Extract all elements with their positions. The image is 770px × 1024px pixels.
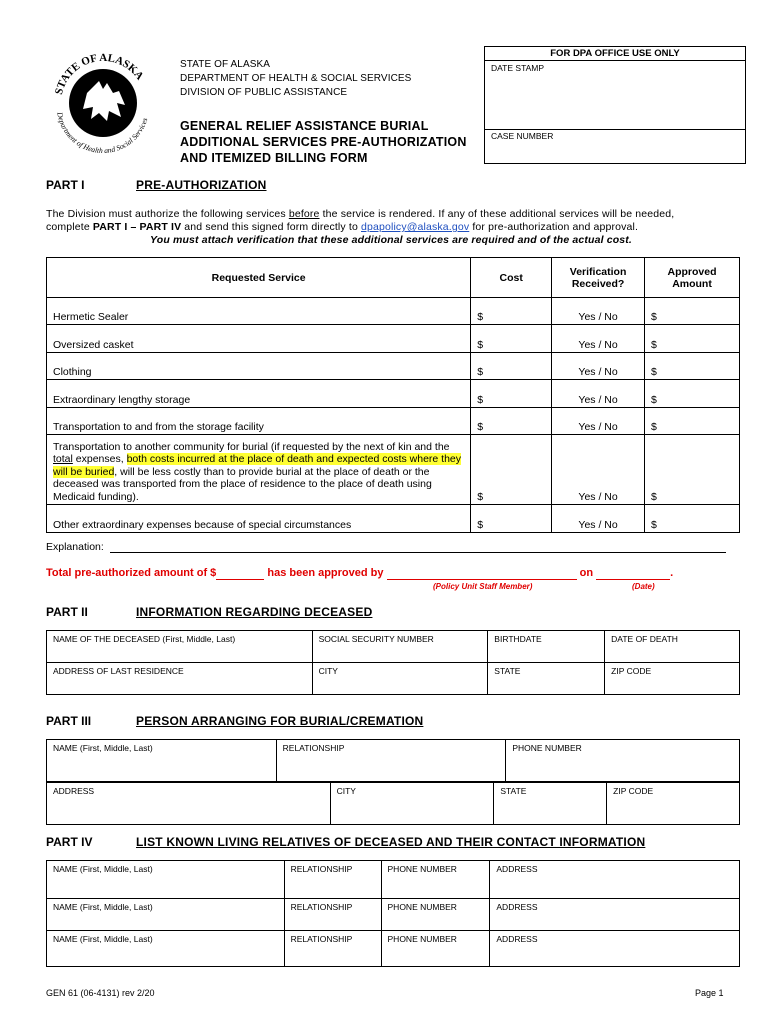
relative-name-field[interactable]: NAME (First, Middle, Last) — [47, 931, 285, 967]
intro-text: and send this signed form directly to — [181, 221, 362, 233]
intro-text: the service is rendered. If any of these additional services will be needed, — [319, 208, 675, 220]
last-residence-field[interactable]: ADDRESS OF LAST RESIDENCE — [47, 663, 313, 695]
table-row — [47, 325, 740, 353]
part-1-label: PART I — [46, 178, 85, 192]
cost-field[interactable]: $ — [471, 353, 552, 380]
arranger-table-bottom — [46, 782, 740, 825]
approved-amount-field[interactable]: $ — [645, 325, 740, 353]
relative-phone-field[interactable]: PHONE NUMBER — [381, 899, 490, 931]
transport-text: , will be less costly than to provide burial at the place of death or the deceased was transported from the place of residence to the place of death using Medicaid funding). — [53, 465, 432, 503]
verification-field[interactable]: Yes / No — [552, 435, 645, 505]
part-1-intro — [46, 208, 736, 247]
email-link[interactable]: dpapolicy@alaska.gov — [361, 221, 470, 233]
dpa-office-use-box — [484, 46, 746, 164]
zip-field[interactable]: ZIP CODE — [605, 663, 740, 695]
service-name-transport-other — [47, 435, 471, 505]
cost-field[interactable]: $ — [471, 408, 552, 435]
relative-relationship-field[interactable]: RELATIONSHIP — [284, 899, 381, 931]
page-number: Page 1 — [695, 988, 724, 998]
case-number-field[interactable]: CASE NUMBER — [491, 131, 554, 141]
arranger-relationship-field[interactable]: RELATIONSHIP — [276, 740, 506, 782]
city-field[interactable]: CITY — [312, 663, 488, 695]
period: . — [670, 567, 674, 579]
form-title — [180, 118, 467, 166]
cost-field[interactable]: $ — [471, 435, 552, 505]
arranger-zip-field[interactable]: ZIP CODE — [607, 783, 740, 825]
table-row — [47, 861, 740, 899]
approval-date-field[interactable] — [596, 567, 670, 580]
approved-amount-field[interactable]: $ — [645, 435, 740, 505]
cost-field[interactable]: $ — [471, 505, 552, 533]
explanation-row — [46, 541, 104, 553]
table-row — [47, 505, 740, 533]
relative-name-field[interactable]: NAME (First, Middle, Last) — [47, 861, 285, 899]
cost-field[interactable]: $ — [471, 380, 552, 408]
relative-address-field[interactable]: ADDRESS — [490, 899, 740, 931]
cost-field[interactable]: $ — [471, 298, 552, 325]
relative-address-field[interactable]: ADDRESS — [490, 931, 740, 967]
relative-relationship-field[interactable]: RELATIONSHIP — [284, 931, 381, 967]
total-amount-field[interactable] — [216, 567, 264, 580]
table-row — [47, 353, 740, 380]
approved-amount-field[interactable]: $ — [645, 408, 740, 435]
verification-field[interactable]: Yes / No — [552, 380, 645, 408]
verification-field[interactable]: Yes / No — [552, 408, 645, 435]
approved-amount-field[interactable]: $ — [645, 353, 740, 380]
policy-member-caption: (Policy Unit Staff Member) — [433, 582, 533, 591]
intro-text: complete — [46, 221, 93, 233]
agency-line-3: DIVISION OF PUBLIC ASSISTANCE — [180, 87, 348, 98]
part-3-heading: PERSON ARRANGING FOR BURIAL/CREMATION — [136, 714, 424, 728]
intro-before: before — [288, 208, 320, 220]
arranger-name-field[interactable]: NAME (First, Middle, Last) — [47, 740, 277, 782]
form-title-line-1: GENERAL RELIEF ASSISTANCE BURIAL — [180, 119, 429, 133]
verification-field[interactable]: Yes / No — [552, 298, 645, 325]
transport-total: total — [53, 453, 73, 465]
transport-text: expenses, — [72, 453, 127, 465]
date-stamp-field[interactable]: DATE STAMP — [491, 63, 545, 73]
part-3-label: PART III — [46, 714, 92, 728]
approved-amount-field[interactable]: $ — [645, 298, 740, 325]
approved-amount-field[interactable]: $ — [645, 380, 740, 408]
table-row — [47, 931, 740, 967]
state-field[interactable]: STATE — [488, 663, 605, 695]
table-row — [47, 298, 740, 325]
table-row — [47, 408, 740, 435]
seal-top-text: STATE OF ALASKA — [52, 51, 146, 96]
part-2-heading: INFORMATION REGARDING DECEASED — [136, 605, 373, 619]
part-4-heading: LIST KNOWN LIVING RELATIVES OF DECEASED AND THEIR CONTACT INFORMATION — [136, 835, 646, 849]
part-4-label: PART IV — [46, 835, 93, 849]
date-of-death-field[interactable]: DATE OF DEATH — [605, 631, 740, 663]
service-name: Oversized casket — [47, 325, 471, 353]
header-verification: Verification Received? — [552, 258, 645, 298]
total-label: Total pre-authorized amount of $ — [46, 567, 217, 579]
relatives-table — [46, 860, 740, 967]
form-title-line-2: ADDITIONAL SERVICES PRE-AUTHORIZATION — [180, 135, 467, 149]
arranger-table-top — [46, 739, 740, 782]
arranger-state-field[interactable]: STATE — [494, 783, 607, 825]
service-name: Transportation to and from the storage facility — [47, 408, 471, 435]
relative-phone-field[interactable]: PHONE NUMBER — [381, 931, 490, 967]
service-name: Other extraordinary expenses because of special circumstances — [47, 505, 471, 533]
approved-amount-field[interactable]: $ — [645, 505, 740, 533]
deceased-name-field[interactable]: NAME OF THE DECEASED (First, Middle, Last) — [47, 631, 313, 663]
seal-bottom-text: Department of Health and Social Services — [55, 111, 150, 156]
dpa-box-header: FOR DPA OFFICE USE ONLY — [485, 47, 745, 61]
relative-relationship-field[interactable]: RELATIONSHIP — [284, 861, 381, 899]
relative-phone-field[interactable]: PHONE NUMBER — [381, 861, 490, 899]
date-caption: (Date) — [632, 582, 655, 591]
header-cost: Cost — [471, 258, 552, 298]
verification-field[interactable]: Yes / No — [552, 505, 645, 533]
table-row — [47, 899, 740, 931]
approved-by-label: has been approved by — [264, 567, 387, 579]
on-label: on — [576, 567, 597, 579]
deceased-info-table — [46, 630, 740, 695]
header-requested-service: Requested Service — [47, 258, 471, 298]
header-approved-amount: Approved Amount — [645, 258, 740, 298]
service-name: Extraordinary lengthy storage — [47, 380, 471, 408]
agency-line-1: STATE OF ALASKA — [180, 59, 271, 70]
arranger-phone-field[interactable]: PHONE NUMBER — [506, 740, 740, 782]
transport-text: Transportation to another community for burial (if requested by the next of kin and the — [53, 440, 450, 453]
ssn-field[interactable]: SOCIAL SECURITY NUMBER — [312, 631, 488, 663]
service-name: Clothing — [47, 353, 471, 380]
service-name: Hermetic Sealer — [47, 298, 471, 325]
verification-notice: You must attach verification that these additional services are required and of the actual cost. — [150, 234, 632, 246]
form-id: GEN 61 (06-4131) rev 2/20 — [46, 988, 155, 998]
explanation-label: Explanation: — [46, 541, 104, 553]
relative-address-field[interactable]: ADDRESS — [490, 861, 740, 899]
explanation-field[interactable] — [110, 552, 726, 553]
part-2-label: PART II — [46, 605, 88, 619]
verification-field[interactable]: Yes / No — [552, 325, 645, 353]
table-row — [47, 435, 740, 505]
part-1-heading: PRE-AUTHORIZATION — [136, 178, 267, 192]
intro-text: for pre-authorization and approval. — [469, 221, 639, 233]
form-title-line-3: AND ITEMIZED BILLING FORM — [180, 151, 368, 165]
intro-text: The Division must authorize the following services — [46, 208, 289, 220]
state-seal-logo — [47, 45, 159, 157]
transport-highlight: both costs incurred at the place of death and expected costs where they will be buried — [53, 453, 462, 478]
verification-field[interactable]: Yes / No — [552, 353, 645, 380]
cost-field[interactable]: $ — [471, 325, 552, 353]
agency-block — [180, 58, 411, 100]
intro-parts: PART I – PART IV — [92, 221, 182, 233]
staff-member-field[interactable] — [387, 567, 577, 580]
services-table — [46, 257, 740, 533]
total-preauthorized — [46, 567, 673, 580]
agency-line-2: DEPARTMENT OF HEALTH & SOCIAL SERVICES — [180, 73, 412, 84]
relative-name-field[interactable]: NAME (First, Middle, Last) — [47, 899, 285, 931]
dpa-box-divider — [485, 129, 745, 130]
birthdate-field[interactable]: BIRTHDATE — [488, 631, 605, 663]
arranger-address-field[interactable]: ADDRESS — [47, 783, 331, 825]
arranger-city-field[interactable]: CITY — [330, 783, 494, 825]
table-row — [47, 380, 740, 408]
